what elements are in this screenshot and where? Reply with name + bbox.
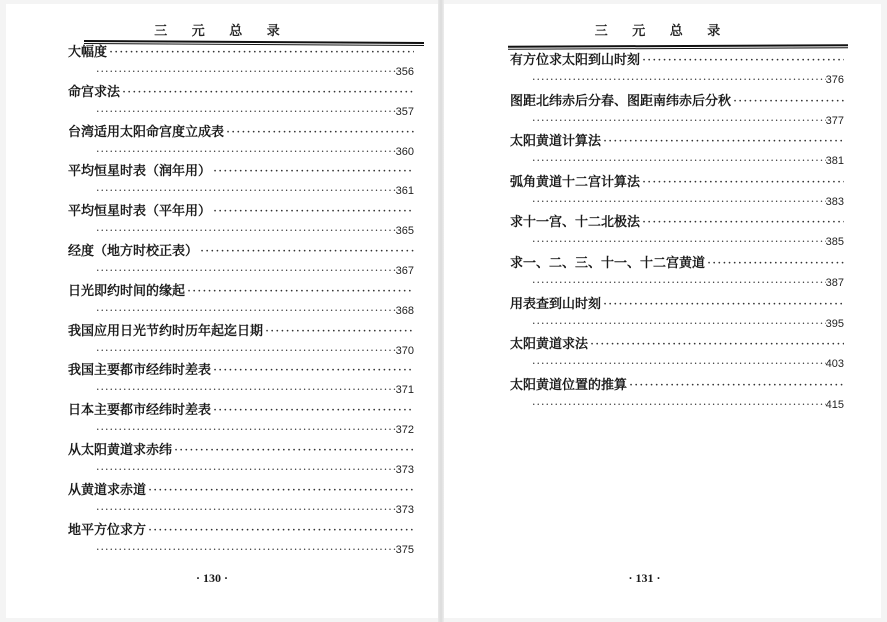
dot-leader <box>532 194 826 210</box>
dot-leader <box>96 183 396 199</box>
toc-page-line <box>532 397 844 413</box>
toc-title-line <box>68 362 414 380</box>
dot-leader <box>590 336 844 354</box>
toc-title-line <box>68 402 414 420</box>
toc-entry-page: 356 <box>395 66 414 78</box>
running-head: 三 元 总 录 <box>154 24 290 39</box>
toc-entry-page: 381 <box>825 155 844 168</box>
toc-entry-title: 有方位求太阳到山时刻 <box>510 53 641 68</box>
toc-title-line <box>68 522 414 540</box>
toc-page-line <box>532 275 844 291</box>
toc-entry-title: 日本主要都市经纬时差表 <box>68 403 212 419</box>
toc-entry <box>510 93 844 134</box>
dot-leader <box>642 214 844 232</box>
toc-page-line <box>96 382 414 398</box>
toc-title-line <box>68 203 414 221</box>
toc-entry <box>68 44 414 84</box>
toc-page-line <box>96 64 414 80</box>
toc-title-line <box>510 214 844 232</box>
toc-page-line <box>96 343 414 359</box>
toc-page-line <box>96 462 414 478</box>
toc-entry-title: 太阳黄道计算法 <box>510 134 602 150</box>
toc-entry-title: 日光即约时间的缘起 <box>68 283 186 299</box>
toc-title-line <box>68 482 414 500</box>
toc-entry-page: 367 <box>395 264 414 277</box>
toc-entry-title: 求十一宫、十二北极法 <box>510 215 641 231</box>
toc-page-line <box>96 303 414 319</box>
toc-entry <box>68 203 414 243</box>
dot-leader <box>642 174 844 192</box>
toc-list <box>68 44 414 561</box>
toc-entry <box>68 283 414 323</box>
toc-entry-page: 361 <box>395 185 414 198</box>
dot-leader <box>187 283 414 301</box>
dot-leader <box>96 422 396 438</box>
toc-title-line <box>68 323 414 341</box>
right-page <box>444 4 881 618</box>
dot-leader <box>213 163 414 181</box>
dot-leader <box>532 316 826 332</box>
toc-entry-page: 357 <box>395 105 414 118</box>
left-page <box>6 4 438 618</box>
toc-entry <box>510 255 844 296</box>
toc-title-line <box>68 283 414 301</box>
toc-entry <box>68 402 414 442</box>
toc-page-line <box>96 502 414 518</box>
toc-entry <box>510 52 844 93</box>
toc-entry <box>68 522 414 562</box>
toc-entry-title: 从太阳黄道求赤纬 <box>68 442 173 458</box>
toc-title-line <box>510 255 844 273</box>
toc-title-line <box>510 296 844 314</box>
toc-entry-page: 403 <box>825 358 844 371</box>
toc-page-line <box>96 263 414 279</box>
dot-leader <box>96 223 396 239</box>
toc-page-line <box>96 542 414 558</box>
dot-leader <box>532 356 826 372</box>
toc-entry-page: 360 <box>395 145 414 158</box>
dot-leader <box>96 303 396 319</box>
toc-entry-page: 415 <box>825 398 844 411</box>
dot-leader <box>122 84 414 102</box>
toc-entry <box>510 377 844 418</box>
toc-title-line <box>510 336 844 354</box>
toc-entry <box>510 133 844 174</box>
toc-entry-title: 用表查到山时刻 <box>510 296 602 312</box>
toc-entry <box>510 336 844 377</box>
dot-leader <box>96 144 396 160</box>
dot-leader <box>629 377 844 395</box>
dot-leader <box>707 255 844 273</box>
dot-leader <box>532 275 826 291</box>
toc-page-line <box>532 153 844 169</box>
dot-leader <box>532 113 826 129</box>
toc-title-line <box>68 243 414 261</box>
toc-entry-title: 经度（地方时校正表） <box>68 243 199 259</box>
dot-leader <box>96 382 396 398</box>
toc-entry-title: 从黄道求赤道 <box>68 482 147 498</box>
toc-entry-title: 命宫求法 <box>68 84 121 100</box>
toc-title-line <box>510 377 844 395</box>
toc-entry-title: 台湾适用太阳命宫度立成表 <box>68 124 225 140</box>
dot-leader <box>96 263 396 279</box>
toc-entry <box>510 296 844 337</box>
page-number: · 131 · <box>628 571 661 585</box>
toc-title-line <box>510 93 844 111</box>
toc-page-line <box>532 113 844 129</box>
toc-list <box>510 52 844 417</box>
dot-leader <box>96 502 396 518</box>
toc-page-line <box>532 194 844 210</box>
toc-entry <box>510 174 844 215</box>
dot-leader <box>200 243 414 261</box>
toc-entry <box>68 482 414 522</box>
dot-leader <box>96 104 396 120</box>
toc-entry-page: 373 <box>395 503 414 516</box>
toc-entry-title: 我国主要都市经纬时差表 <box>68 363 212 379</box>
toc-entry <box>68 442 414 482</box>
toc-page-line <box>96 104 414 120</box>
dot-leader <box>265 323 414 341</box>
toc-entry-page: 377 <box>825 114 844 127</box>
dot-leader <box>603 296 844 314</box>
dot-leader <box>96 343 396 359</box>
dot-leader <box>174 442 414 460</box>
toc-entry-page: 383 <box>825 195 844 208</box>
running-head: 三 元 总 录 <box>594 24 731 39</box>
toc-entry <box>510 214 844 255</box>
page-number: · 130 · <box>195 571 228 585</box>
toc-title-line <box>68 84 414 102</box>
toc-title-line <box>510 52 844 70</box>
toc-entry-page: 372 <box>395 424 414 437</box>
toc-page-line <box>532 316 844 332</box>
dot-leader <box>733 93 844 111</box>
toc-entry-page: 365 <box>395 225 414 238</box>
toc-page-line <box>532 72 844 88</box>
toc-entry <box>68 84 414 124</box>
dot-leader <box>642 52 844 70</box>
toc-title-line <box>68 442 414 460</box>
dot-leader <box>532 153 826 169</box>
toc-entry-title: 图距北纬赤后分春、图距南纬赤后分秋 <box>510 93 732 109</box>
dot-leader <box>213 402 414 420</box>
toc-entry-title: 地平方位求方 <box>68 522 147 538</box>
toc-entry <box>68 323 414 363</box>
toc-page-line <box>96 422 414 438</box>
dot-leader <box>109 44 414 62</box>
toc-entry-page: 371 <box>395 384 414 397</box>
dot-leader <box>148 482 414 500</box>
toc-entry-title: 平均恒星时表（润年用） <box>68 164 212 180</box>
toc-title-line <box>68 44 414 62</box>
toc-page-line <box>96 223 414 239</box>
toc-page-line <box>532 356 844 372</box>
toc-entry-page: 373 <box>395 463 414 476</box>
toc-title-line <box>510 133 844 151</box>
dot-leader <box>532 72 826 88</box>
dot-leader <box>96 462 396 478</box>
dot-leader <box>213 362 414 380</box>
dot-leader <box>603 133 844 151</box>
toc-entry-title: 太阳黄道求法 <box>510 337 589 353</box>
toc-entry-title: 弧角黄道十二宫计算法 <box>510 174 641 190</box>
toc-entry-page: 385 <box>825 236 844 249</box>
dot-leader <box>148 522 414 540</box>
toc-entry-title: 求一、二、三、十一、十二宫黄道 <box>510 255 706 271</box>
header-rule <box>508 44 848 49</box>
toc-entry-page: 376 <box>825 74 844 86</box>
toc-entry <box>68 124 414 164</box>
toc-entry-page: 395 <box>825 317 844 330</box>
toc-page-line <box>96 183 414 199</box>
dot-leader <box>213 203 414 221</box>
toc-title-line <box>68 124 414 142</box>
toc-entry <box>68 163 414 203</box>
toc-title-line <box>510 174 844 192</box>
dot-leader <box>96 64 396 80</box>
toc-entry-page: 375 <box>395 543 414 556</box>
toc-title-line <box>68 163 414 181</box>
dot-leader <box>532 397 826 413</box>
toc-page-line <box>532 234 844 250</box>
toc-entry <box>68 362 414 402</box>
toc-entry-title: 平均恒星时表（平年用） <box>68 204 212 220</box>
dot-leader <box>532 234 826 250</box>
toc-entry-page: 387 <box>825 276 844 289</box>
toc-page-line <box>96 144 414 160</box>
dot-leader <box>96 542 396 558</box>
toc-entry-page: 368 <box>395 304 414 317</box>
toc-entry <box>68 243 414 283</box>
toc-entry-title: 大幅度 <box>68 45 108 60</box>
toc-entry-title: 太阳黄道位置的推算 <box>510 377 628 393</box>
dot-leader <box>226 124 414 142</box>
toc-entry-title: 我国应用日光节约时历年起迄日期 <box>68 323 264 339</box>
toc-entry-page: 370 <box>395 344 414 357</box>
